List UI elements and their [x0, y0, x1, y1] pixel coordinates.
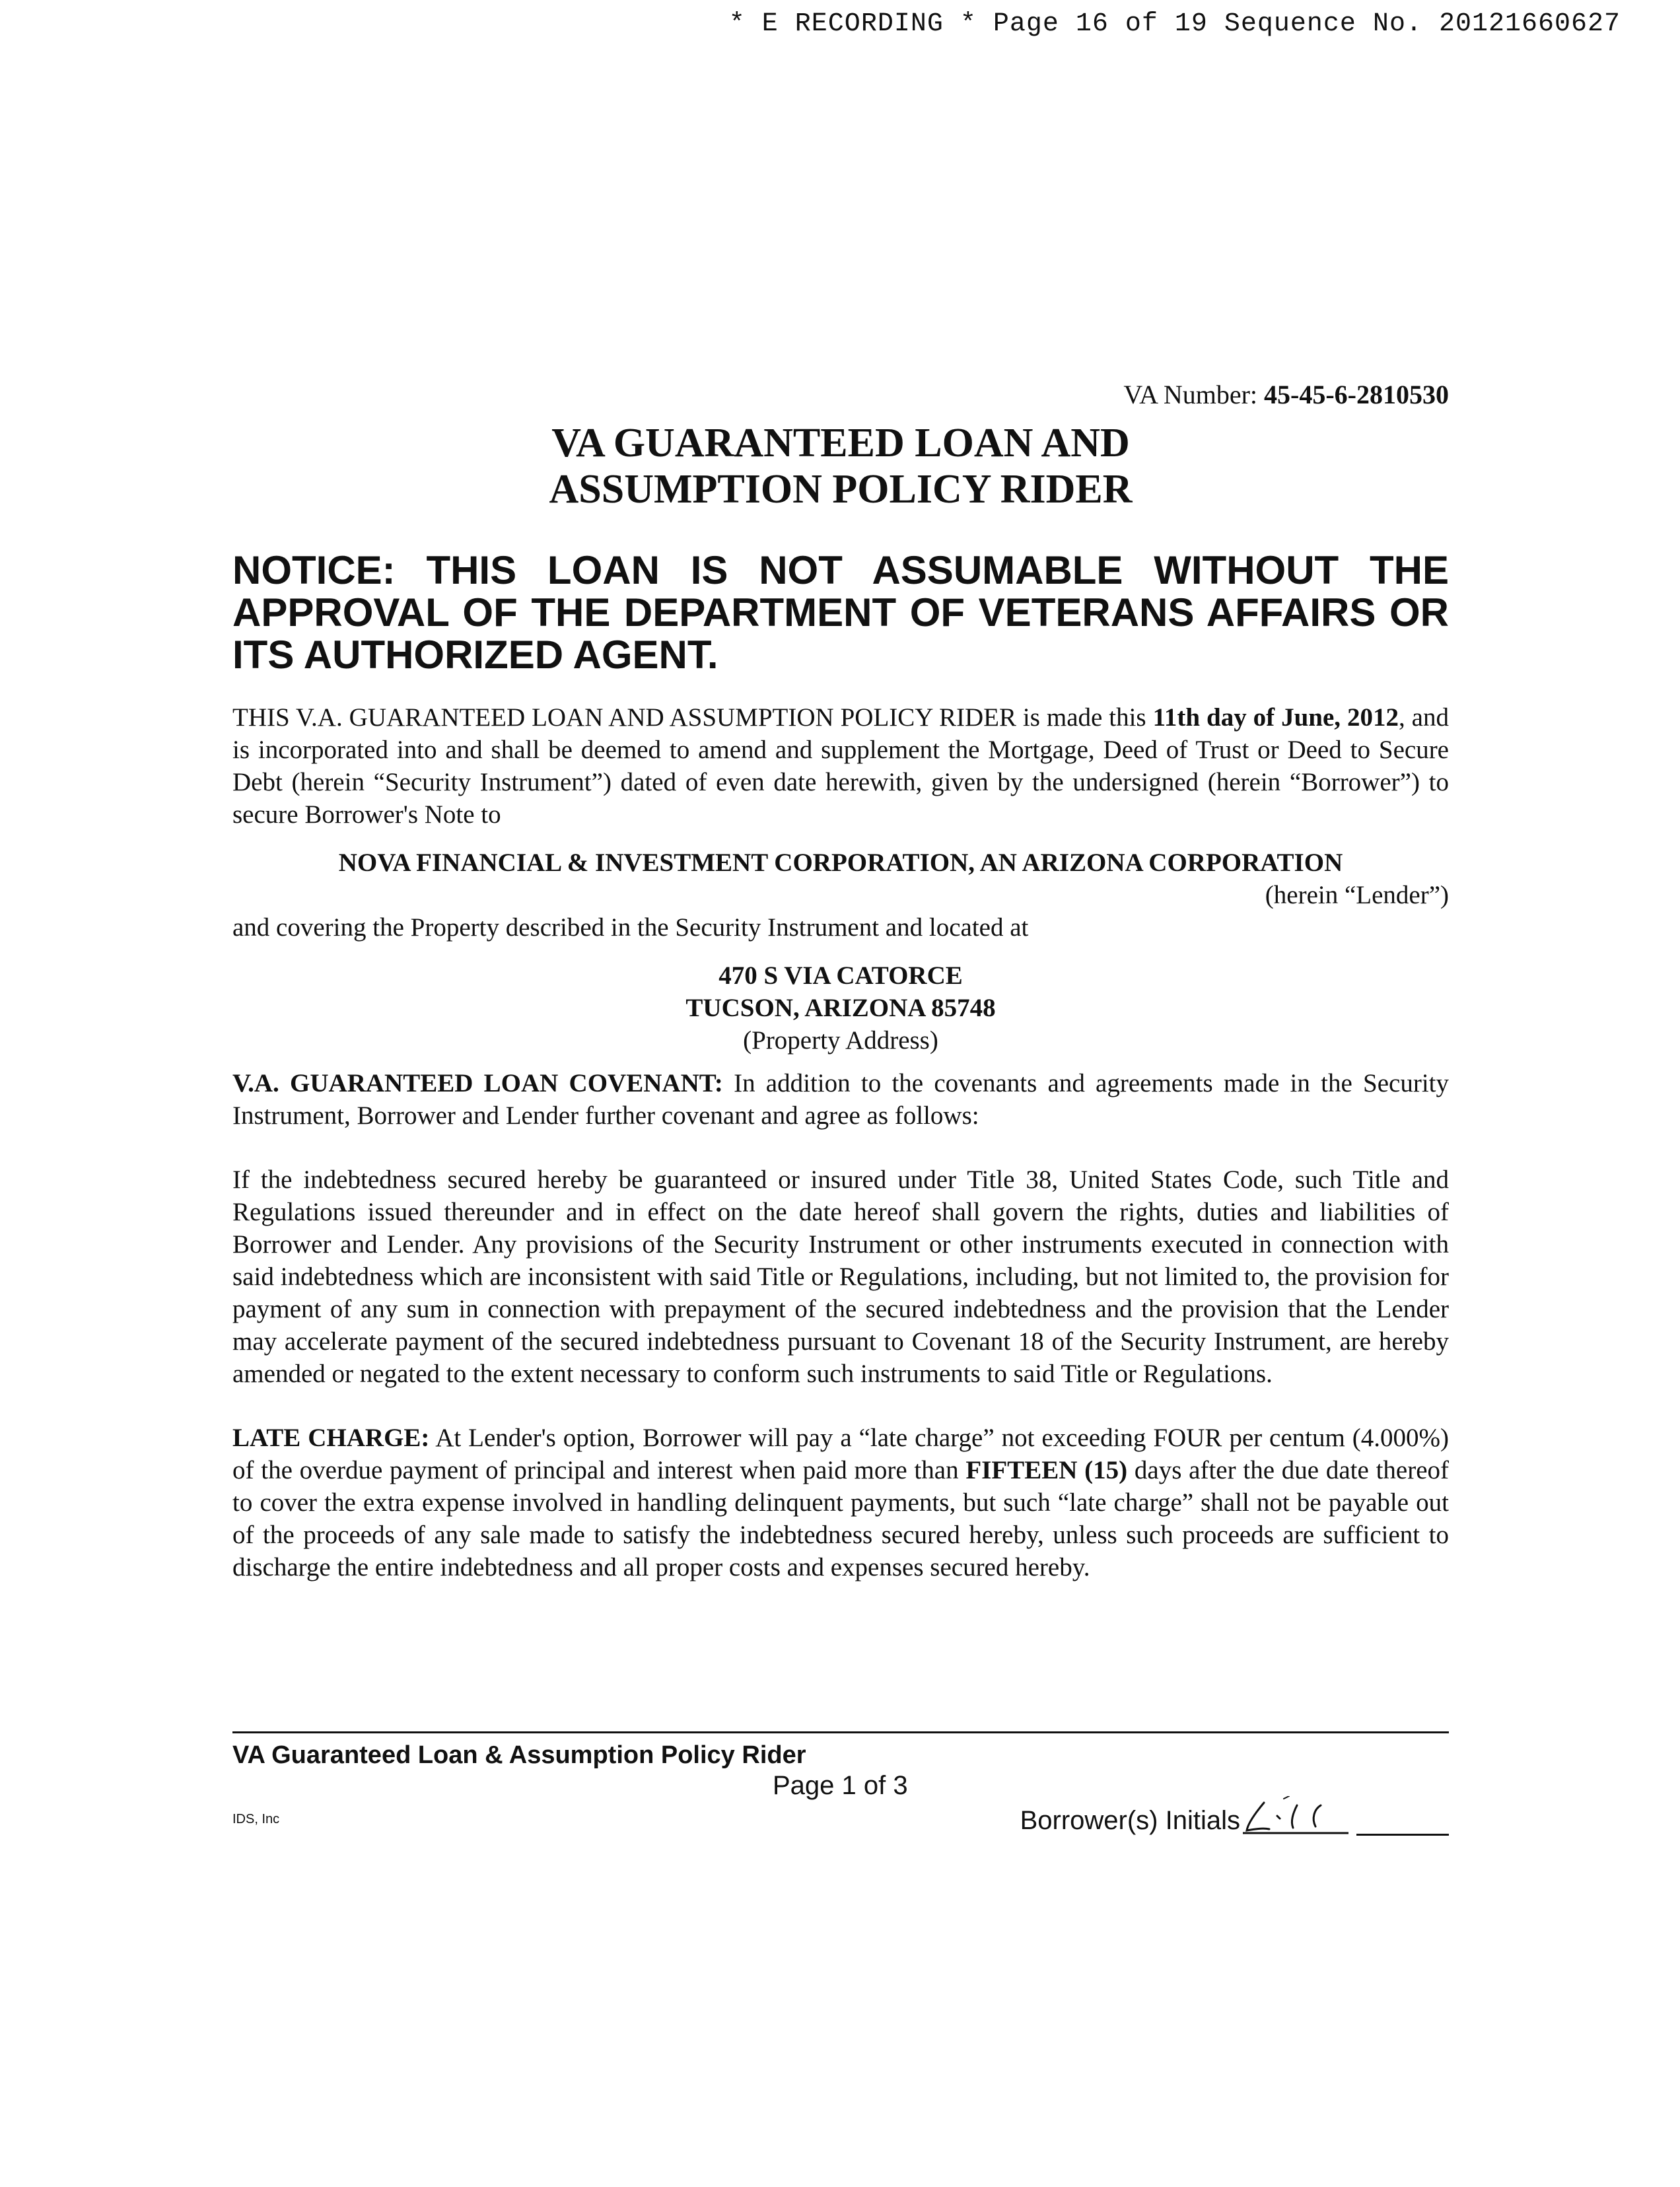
borrower-initials	[1020, 1796, 1449, 1836]
footer-title: VA Guaranteed Loan & Assumption Policy Rider	[232, 1741, 806, 1769]
rider-content	[232, 376, 1449, 1583]
covenant-heading: V.A. GUARANTEED LOAN COVENANT:	[232, 1069, 723, 1097]
title-line-2: ASSUMPTION POLICY RIDER	[549, 467, 1133, 512]
late-charge-heading: LATE CHARGE:	[232, 1424, 430, 1452]
covenant-paragraph	[232, 1067, 1449, 1132]
intro-text-1: THIS V.A. GUARANTEED LOAN AND ASSUMPTION POLICY RIDER is made this	[232, 703, 1153, 732]
va-number	[232, 376, 1449, 413]
va-number-label: VA Number:	[1123, 380, 1265, 409]
late-charge-paragraph	[232, 1422, 1449, 1583]
assumption-notice: NOTICE: THIS LOAN IS NOT ASSUMABLE WITHOUT THE APPROVAL OF THE DEPARTMENT OF VETERANS AFFAIRS OR ITS AUTHORIZED AGENT.	[232, 548, 1449, 677]
va-number-value: 45-45-6-2810530	[1264, 380, 1449, 409]
intro-date: 11th day of June, 2012	[1152, 703, 1399, 732]
late-charge-text-2: days after the due date thereof to cover the extra expense involved in handling delinquent payments, but such “late charge” shall not be payable out of the proceeds of any sale made to satisfy the indebtedness secured hereby, unless such proceeds are sufficient to discharge the entire indebtedness and all proper costs and expenses secured hereby.	[232, 1456, 1450, 1581]
footer-page-number: Page 1 of 3	[773, 1771, 908, 1800]
title38-paragraph: If the indebtedness secured hereby be guaranteed or insured under Title 38, United States Code, such Title and Regulations issued thereunder and in effect on the date hereof shall govern the rights, duties and liabilities of Borrower and Lender. Any provisions of the Security Instrument or other instruments executed in connection with said indebtedness which are inconsistent with said Title or Regulations, including, but not limited to, the provision for payment of any sum in connection with prepayment of the secured indebtedness and the provision that the Lender may accelerate payment of the secured indebtedness pursuant to Covenant 18 of the Security Instrument, are hereby amended or negated to the extent necessary to conform such instruments to said Title or Regulations.	[232, 1165, 1449, 1388]
initials-label: Borrower(s) Initials	[1020, 1806, 1240, 1835]
footer-divider	[232, 1731, 1449, 1733]
covenant-text: In addition to the covenants and agreements made in the Security Instrument, Borrower and Lender further covenant and agree as follows:	[232, 1069, 1449, 1130]
document-title	[232, 420, 1449, 512]
second-initials-line	[1356, 1805, 1449, 1836]
lender-name: NOVA FINANCIAL & INVESTMENT CORPORATION, AN ARIZONA CORPORATION	[338, 849, 1343, 877]
recording-header: * E RECORDING * Page 16 of 19 Sequence No. 20121660627	[728, 9, 1621, 39]
property-street: 470 S VIA CATORCE	[718, 961, 963, 990]
handwritten-initials	[1243, 1796, 1348, 1836]
late-charge-text-1: At Lender's option, Borrower will pay a “late charge” not exceeding FOUR per centum (4.000%) of the overdue payment of principal and interest when paid more than	[232, 1424, 1449, 1484]
intro-paragraph	[232, 701, 1449, 831]
title-line-1: VA GUARANTEED LOAN AND	[551, 421, 1130, 466]
property-address	[232, 959, 1449, 1057]
handwritten-initials-icon	[1243, 1796, 1348, 1836]
property-address-label: (Property Address)	[743, 1026, 938, 1055]
intro-text-2: , and is incorporated into and shall be deemed to amend and supplement the Mortgage, Deed of Trust or Deed to Secure Debt (herein “Security Instrument”) dated of even date herewith, given by the undersigned (herein “Borrower”) to secure Borrower's Note to	[232, 703, 1449, 829]
page-footer	[232, 1731, 1449, 1835]
lender-tag: (herein “Lender”)	[1265, 881, 1449, 909]
property-city: TUCSON, ARIZONA 85748	[685, 994, 996, 1022]
footer-ids: IDS, Inc	[232, 1812, 280, 1826]
late-charge-days: FIFTEEN (15)	[965, 1456, 1128, 1484]
covering-text: and covering the Property described in the Security Instrument and located at	[232, 913, 1029, 942]
